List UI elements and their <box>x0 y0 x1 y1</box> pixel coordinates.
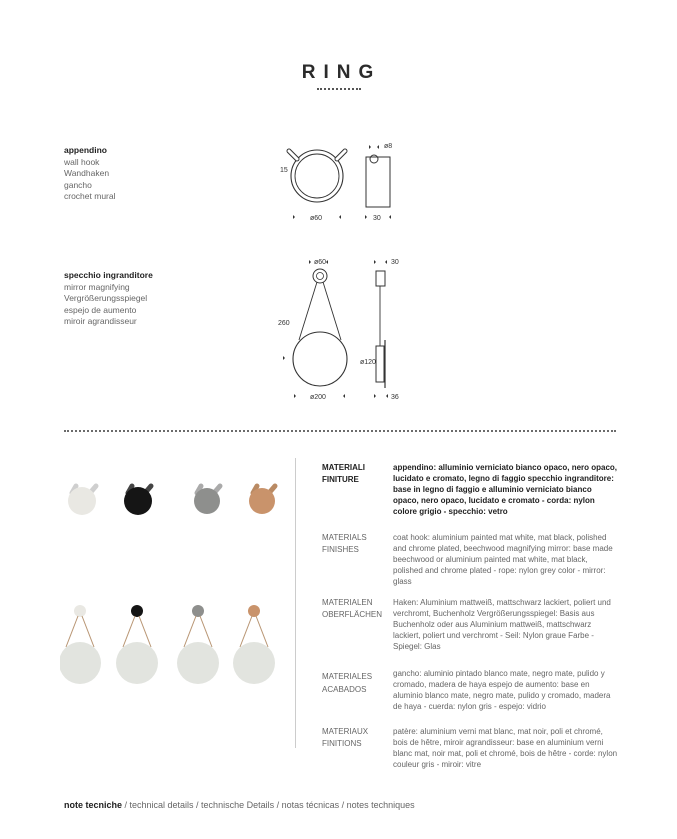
product-translation: Vergrößerungsspiegel <box>64 293 148 303</box>
title-underline <box>317 88 361 92</box>
heading-line: ACABADOS <box>322 685 367 694</box>
heading-line: FINISHES <box>322 544 359 554</box>
dim-height: 15 <box>280 167 288 174</box>
materials-text-fr: patère: aluminium verni mat blanc, mat noir, poli et chromé, bois de hêtre, miroir agrandisseur: base en aluminium verni blanc mat, noir mat, poli et chromé, bois de hêtre - corde: nylon couleur gris - miroir: vitre <box>393 727 618 769</box>
column-divider <box>295 458 296 748</box>
footer-technical-details <box>64 800 415 810</box>
product-wall-hook-labels <box>64 145 116 203</box>
footer-bold: note tecniche <box>64 800 123 810</box>
product-translation: gancho <box>64 179 92 190</box>
footer-rest: / technical details / technische Details / notas técnicas / notes techniques <box>122 800 415 810</box>
materials-heading-es <box>322 670 372 696</box>
mirror-drawing <box>270 252 410 407</box>
materials-heading-de <box>322 597 382 620</box>
materials-text-it: appendino: alluminio verniciato bianco opaco, nero opaco, lucidato e cromato, legno di faggio specchio ingranditore: base in legno di faggio e alluminio verniciato bianco opaco, nero opaco, lucidato e cromato - corda: nylon colore grigio - specchio: vetro <box>393 463 618 516</box>
product-translation: miroir agrandisseur <box>64 316 137 326</box>
dim-top-diameter: ø60 <box>314 259 327 266</box>
hook-finish-beech <box>249 486 275 514</box>
heading-line: MATERIALEN <box>322 598 373 607</box>
section-divider <box>64 430 616 432</box>
hook-finish-chrome <box>194 486 220 514</box>
materials-text-es: gancho: aluminio pintado blanco mate, negro mate, pulido y cromado, madera de haya espejo de aumento: base en aluminio blanco mate, negro mate, pulido y cromado, madera de haya - cuerda: nylon gris - espejo: vidrio <box>393 669 611 711</box>
heading-line: OBERFLÄCHEN <box>322 609 383 619</box>
dim-height: 260 <box>278 320 290 327</box>
finish-images <box>60 475 285 690</box>
heading-line: MATERIAUX <box>322 727 369 736</box>
wall-hook-drawing <box>270 135 410 230</box>
page-title: RING <box>301 62 382 83</box>
dim-pin-diameter: ø8 <box>384 143 393 150</box>
heading-line: MATERIALI <box>322 463 365 472</box>
dim-total-depth: 36 <box>391 394 399 401</box>
dim-diameter: ø60 <box>310 215 323 222</box>
product-mirror-labels <box>64 270 153 328</box>
product-translation: mirror magnifying <box>64 281 130 292</box>
materials-text-en: coat hook: aluminium painted mat white, mat black, polished and chrome plated, beechwood magnifying mirror: base made beechwood or aluminium painted mat white, mat black, polished and chrome plated - rope: nylon grey color - mirror: glass <box>393 533 613 586</box>
hook-finish-white <box>68 486 96 515</box>
dim-base-diameter: ø120 <box>360 359 376 366</box>
mirror-finish-beech <box>233 605 275 684</box>
heading-line: MATERIALS <box>322 533 367 542</box>
mirror-finish-black <box>116 605 158 684</box>
materials-heading-fr <box>322 726 368 749</box>
product-translation: espejo de aumento <box>64 304 137 315</box>
mirror-finish-chrome <box>177 605 219 684</box>
product-name: appendino <box>64 145 107 155</box>
hook-finish-black <box>124 486 152 515</box>
product-name: specchio ingranditore <box>64 270 153 280</box>
materials-text-de: Haken: Aluminium mattweiß, mattschwarz lackiert, poliert und verchromt, Buchenholz Vergrößerungsspiegel: Basis aus Buchenholz oder aus Aluminium mattweiß, mattschwarz lackiert, poliert und verchromt - Seil: Nylon graue Farbe - Spiegel: Glas <box>393 598 611 651</box>
materials-heading-en <box>322 532 367 555</box>
dim-mirror-diameter: ø200 <box>310 394 326 401</box>
product-translation: crochet mural <box>64 191 116 201</box>
product-translation: wall hook <box>64 156 100 167</box>
product-translation: Wandhaken <box>64 168 110 178</box>
dim-depth: 30 <box>373 215 381 222</box>
heading-line: FINITIONS <box>322 738 362 748</box>
dim-depth: 30 <box>391 259 399 266</box>
heading-line: MATERIALES <box>322 672 373 681</box>
mirror-finish-white <box>60 605 101 684</box>
heading-line: FINITURE <box>322 474 359 484</box>
materials-heading-it <box>322 462 365 485</box>
